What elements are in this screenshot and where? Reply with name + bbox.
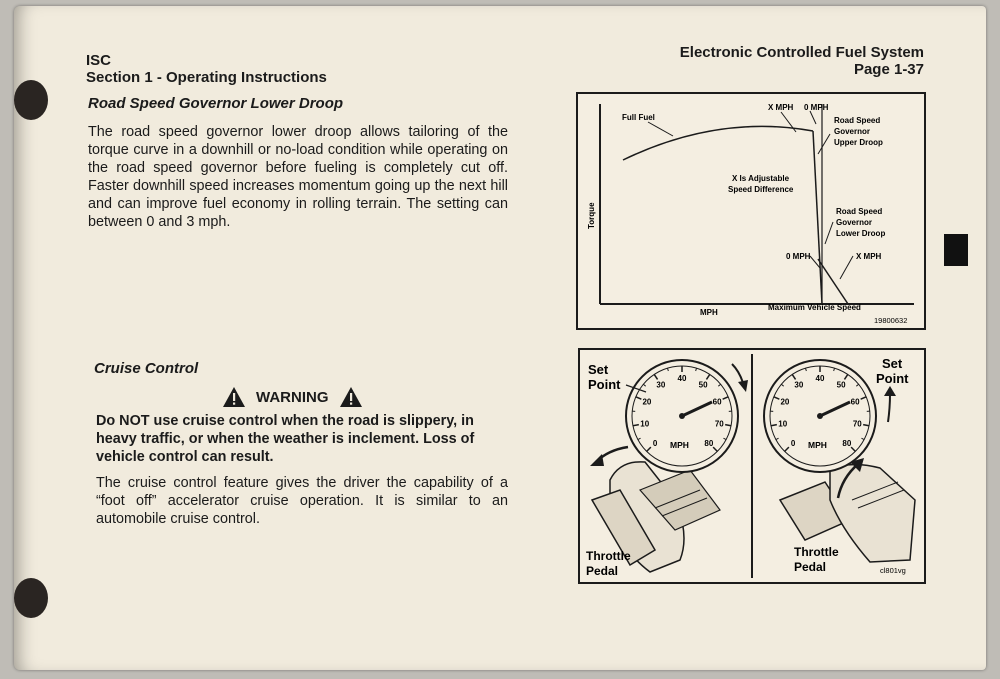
upper-droop-label: Road Speed [834,116,881,125]
lower-droop-label: Lower Droop [836,229,886,238]
lower-droop-label: Governor [836,218,873,227]
gauge-tick-label: 10 [640,419,650,429]
zero-mph-mid-label: 0 MPH [786,252,811,261]
gauge-tick-label: 20 [642,397,652,407]
gauge-tick-label: 30 [794,380,804,390]
cruise-control-heading: Cruise Control [94,360,199,377]
arrow-down-icon [738,380,748,392]
page-number: Page 1-37 [853,61,924,78]
gauge-tick-label: 40 [677,374,687,383]
section-title: Section 1 - Operating Instructions [86,69,327,86]
leader-line [818,134,830,154]
set-point-label-right: Point [876,371,909,386]
throttle-pedal-label-right: Throttle [794,545,839,559]
leader-line [825,222,833,244]
needle-hub [679,413,685,419]
x-mph-mid-label: X MPH [856,252,882,261]
leader-line [810,256,820,268]
cruise-set-point-diagram [580,350,924,582]
needle-hub [817,413,823,419]
leader-line [810,111,816,124]
warning-banner [222,386,363,408]
upper-droop-line [813,131,822,304]
chapter-title: Electronic Controlled Fuel System [679,44,924,61]
warning-triangle-icon [339,386,363,408]
lower-droop-paragraph: The road speed governor lower droop allows tailoring of the torque curve in a downhill or no-load condition while operating on the road speed governor before fueling is completely cut off. Faster downhill speed increases momentum going up the next hill and can improve fuel economy in rolling terrain. The setting can between 0 and 3 mph. [88,124,508,230]
set-point-label-left: Point [588,377,621,392]
binder-hole-bottom [14,578,48,618]
max-speed-label: Maximum Vehicle Speed [768,303,861,312]
gauge-tick-label: 50 [836,380,846,390]
leader-line [781,112,796,132]
throttle-pedal-label-left: Pedal [586,564,619,578]
upper-droop-label: Upper Droop [834,138,883,147]
binder-hole-top [14,80,48,120]
manual-code: ISC [86,52,112,69]
gauge-tick-label: 60 [850,397,860,407]
gauge-tick-label: 80 [842,438,852,448]
gauge-tick-label: 80 [704,438,714,448]
gauge-unit-label: MPH [808,440,827,450]
header-right [680,44,924,78]
governor-droop-diagram [578,94,924,328]
adjustable-label: Speed Difference [728,185,794,194]
gauge-unit-label: MPH [670,440,689,450]
full-fuel-label: Full Fuel [622,113,655,122]
header-left [86,52,327,86]
upper-droop-label: Governor [834,127,871,136]
leader-line [840,256,853,279]
zero-mph-top-label: 0 MPH [804,103,829,112]
x-mph-top-label: X MPH [768,103,794,112]
lower-droop-heading: Road Speed Governor Lower Droop [88,95,344,112]
gauge-tick-label: 70 [714,419,724,429]
adjustable-label: X Is Adjustable [732,174,790,183]
arrow-left-icon [590,454,604,466]
figure-id: cl801vg [880,566,906,575]
gauge-tick-label: 10 [778,419,788,429]
cruise-control-paragraph: The cruise control feature gives the driver the capability of a “foot off” accelerator cruise operation. It is similar to an automobile cruise control. [96,475,508,527]
torque-axis-label: Torque [587,202,596,229]
arrow-up-icon [884,386,896,396]
gauge-tick-label: 20 [780,397,790,407]
gauge-tick-label: 60 [712,397,722,407]
gauge-tick-label: 70 [852,419,862,429]
gauge-tick-label: 0 [652,438,658,448]
throttle-pedal-label-left: Throttle [586,549,631,563]
driver-foot-right [830,464,915,562]
warning-triangle-icon [222,386,246,408]
full-fuel-curve [623,126,813,160]
figure-id: 19800632 [874,316,908,325]
arrow-curve [888,394,890,422]
gauge-tick-label: 0 [790,438,796,448]
set-point-label-right: Set [882,356,903,371]
gauge-tick-label: 40 [815,374,825,383]
set-point-label-left: Set [588,362,609,377]
throttle-pedal-label-right: Pedal [794,560,827,574]
mph-axis-label: MPH [700,308,718,317]
gauge-tick-label: 50 [698,380,708,390]
leader-line [648,122,673,136]
lower-droop-label: Road Speed [836,207,883,216]
cruise-set-point-figure [578,348,926,584]
governor-droop-figure [576,92,926,330]
section-thumb-tab [944,234,968,266]
warning-label: WARNING [256,388,329,406]
warning-text: Do NOT use cruise control when the road is slippery, in heavy traffic, or when the weather is inclement. Loss of vehicle control can result. [96,413,475,465]
gauge-tick-label: 30 [656,380,666,390]
